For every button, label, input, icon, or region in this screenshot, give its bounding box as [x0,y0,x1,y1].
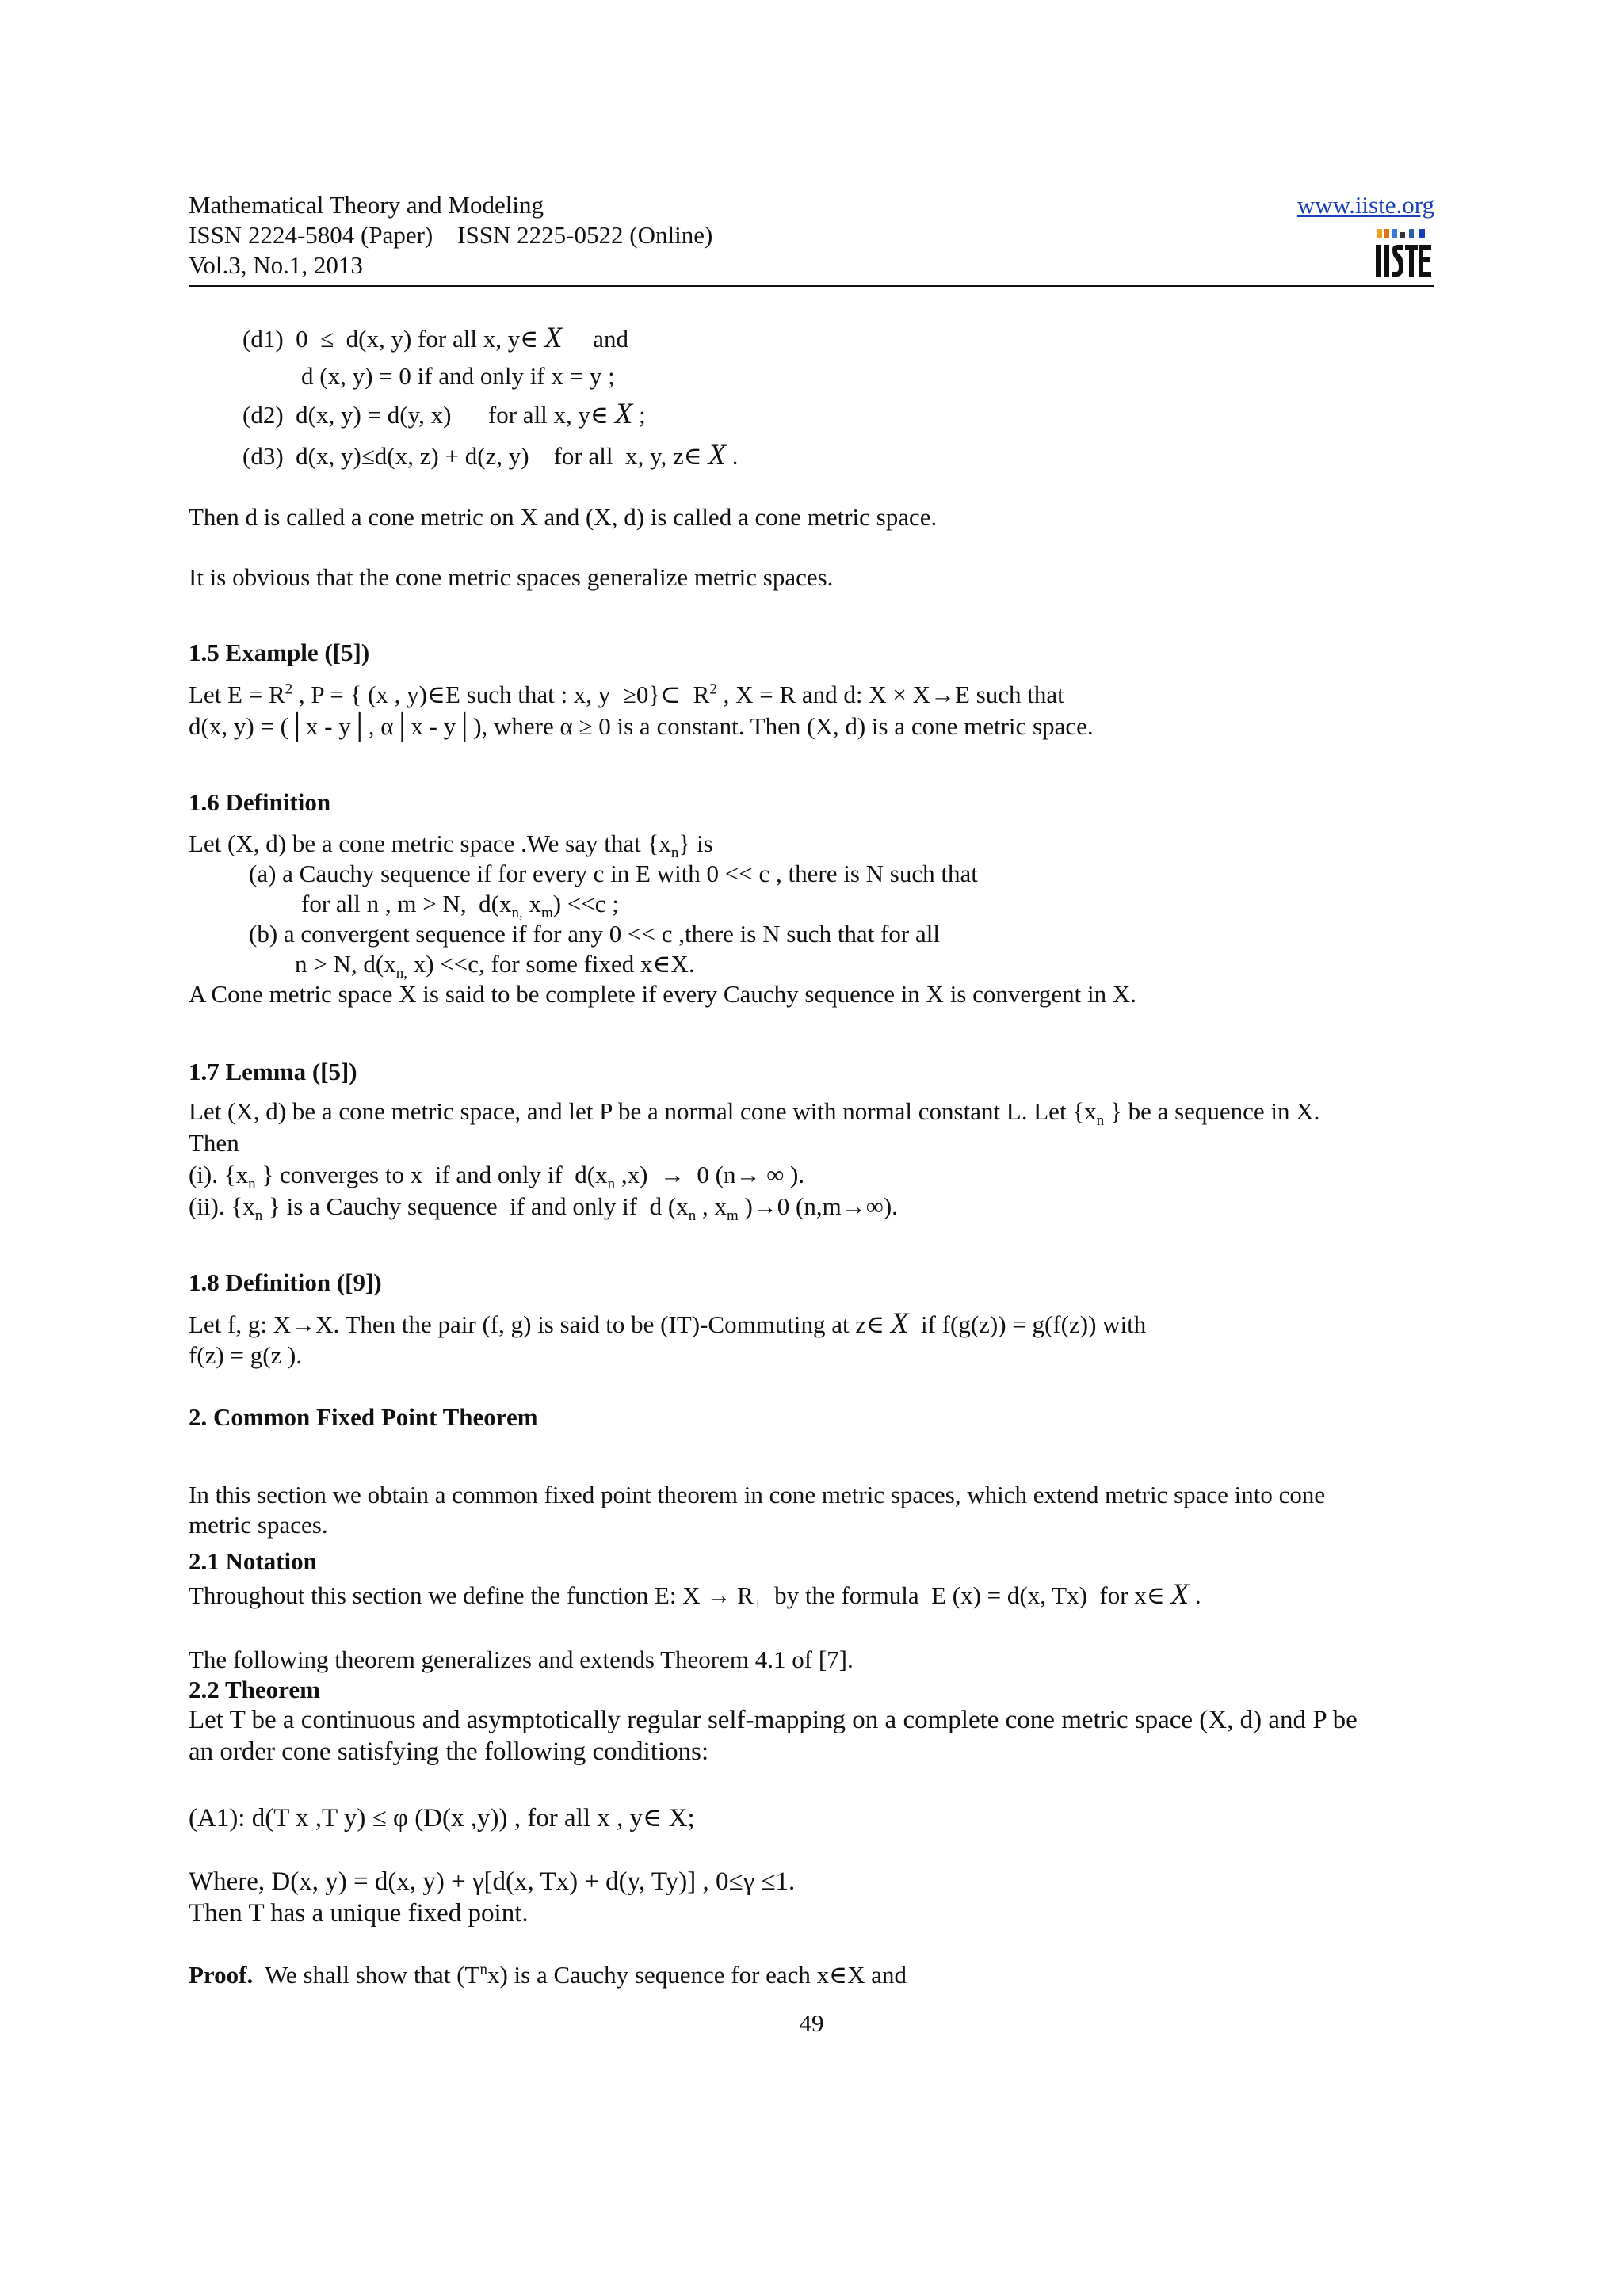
journal-title: Mathematical Theory and Modeling [189,191,544,219]
theorem-intro: The following theorem generalizes and extends Theorem 4.1 of [7]. [189,1646,854,1673]
proof-label: Proof. [189,1961,254,1989]
definition-1-6-cauchy-cond: for all n , m > N, $d(x_{n,}$ $x_m) <<c$ ; [301,890,619,922]
lemma-1-7-then: Then [189,1129,239,1157]
heading-lemma-1-7: 1.7 Lemma ([5]) [189,1058,357,1085]
theorem-conclusion: Then T has a unique fixed point. [189,1899,529,1928]
definition-1-6-cauchy: (a) a Cauchy sequence if for every c in E with 0 << c , there is N such that [249,860,978,887]
definition-1-6-complete: A Cone metric space X is said to be complete if every Cauchy sequence in X is convergent in X. [189,980,1137,1008]
section-2-intro-line-1: In this section we obtain a common fixed point theorem in cone metric spaces, which extend metric space into cone [189,1481,1326,1508]
condition-where: Where, D(x, y) = d(x, y) + γ[d(x, Tx) + d(y, Ty)] , 0≤γ ≤1. [189,1867,796,1896]
lemma-1-7-item-i: (i). {$x_n$ } converges to x if and only if $d(x_n$ ,x) → 0 (n→ ∞ ). [189,1161,805,1193]
proof-line: Proof. We shall show that $(T^nx)$ is a Cauchy sequence for each x∈X and [189,1961,907,1989]
definition-1-8-line-2: f(z) = g(z ). [189,1341,303,1369]
paragraph-cone-metric: Then d is called a cone metric on X and (X, d) is called a cone metric space. [189,503,938,531]
def-d3: (d3) d(x, y)≤d(x, z) + d(z, y) for all x, y, z∈ X . [242,439,739,471]
notation-2-1-text: Throughout this section we define the function E: $X \to R_+$ by the formula E (x) = d(x, Tx) for x∈ X . [189,1578,1201,1614]
section-2-intro-line-2: metric spaces. [189,1511,328,1539]
def-d1-identity: d (x, y) = 0 if and only if x = y ; [301,362,615,390]
journal-issn: ISSN 2224-5804 (Paper) ISSN 2225-0522 (Online) [189,221,713,249]
header-rule [189,285,1434,287]
journal-volume: Vol.3, No.1, 2013 [189,251,363,279]
heading-notation-2-1: 2.1 Notation [189,1547,317,1575]
iiste-logo [1371,226,1434,284]
heading-definition-1-6: 1.6 Definition [189,788,331,816]
paragraph-generalize: It is obvious that the cone metric spaces generalize metric spaces. [189,563,834,591]
theorem-2-2-line-1: Let T be a continuous and asymptotically regular self-mapping on a complete cone metric space (X, d) and P be [189,1706,1358,1734]
lemma-1-7-line-1: Let (X, d) be a cone metric space, and let P be a normal cone with normal constant L. Let {$x_n$ } be a sequence in X. [189,1097,1320,1130]
def-d2: (d2) d(x, y) = d(y, x) for all x, y∈ X ; [242,398,646,430]
lemma-1-7-item-ii: (ii). {$x_n$ } is a Cauchy sequence if and only if d ($x_n$ , $x_m$ )→0 (n,m→∞). [189,1192,898,1225]
journal-header [189,190,712,280]
heading-definition-1-8: 1.8 Definition ([9]) [189,1268,382,1296]
example-line-2: d(x, y) = (│x - y│, α│x - y│), where α ≥ 0 is a constant. Then (X, d) is a cone metric space. [189,712,1094,740]
heading-theorem-2-2: 2.2 Theorem [189,1676,320,1703]
definition-1-6-convergent-cond: n > N, $d(x_{n,}$ x) <<c, for some fixed x∈X. [295,950,695,982]
def-d1: (d1) 0 ≤ d(x, y) for all x, y∈ X and [242,322,629,354]
condition-a1: (A1): d(T x ,T y) ≤ φ (D(x ,y)) , for all x , y∈ X; [189,1804,695,1833]
definition-1-8-line-1: Let f, g: X→X. Then the pair (f, g) is said to be (IT)-Commuting at z∈ X if f(g(z)) = g(f(z)) with [189,1307,1147,1340]
example-line-1: Let $E = R^2$ , P = { (x , y)∈E such that : x, y ≥0}⊂ $R^2$ , X = R and d: X × X→E such that [189,681,1064,708]
page-number: 49 [799,2009,824,2037]
heading-section-2: 2. Common Fixed Point Theorem [189,1403,538,1431]
journal-url-link[interactable]: www.iiste.org [1296,191,1434,219]
heading-example-1-5: 1.5 Example ([5]) [189,639,370,666]
definition-1-6-line-1: Let (X, d) be a cone metric space .We say that $\{x_n\}$ is [189,830,713,862]
theorem-2-2-line-2: an order cone satisfying the following conditions: [189,1737,709,1766]
definition-1-6-convergent: (b) a convergent sequence if for any 0 << c ,there is N such that for all [249,920,940,948]
